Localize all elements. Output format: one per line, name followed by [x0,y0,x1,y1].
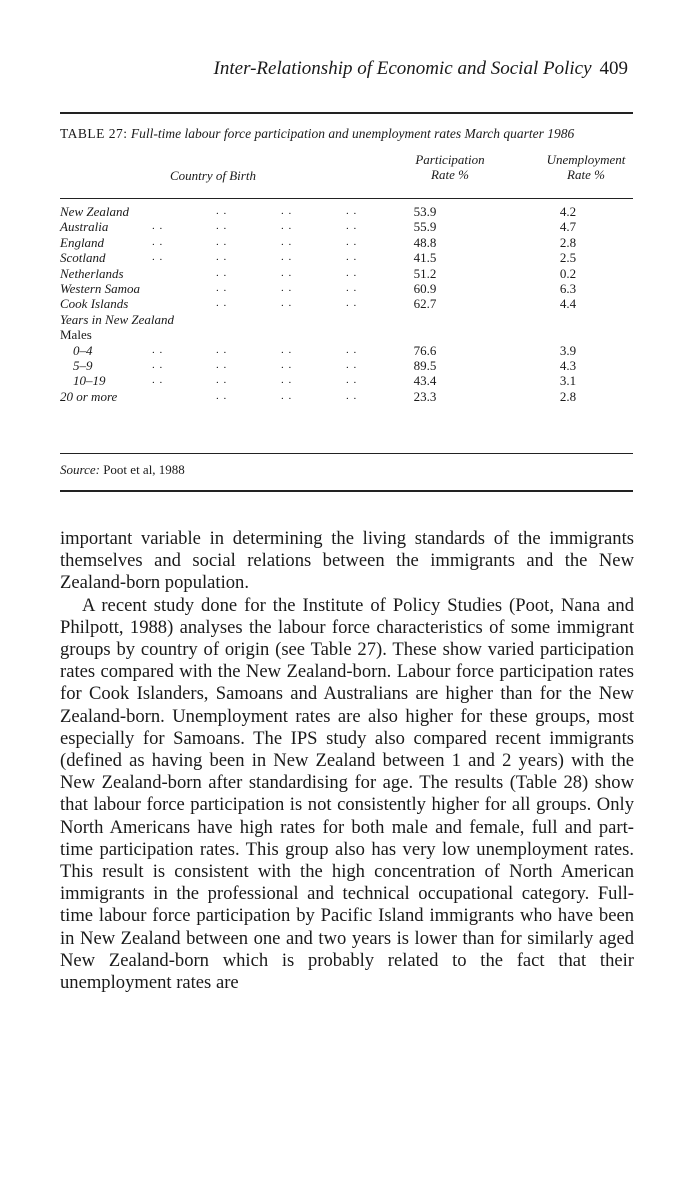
table-row: Netherlands . . . . . . 51.2 0.2 [60,265,577,281]
table-row: Males [60,327,92,343]
table-end-rule [60,490,633,492]
column-header-country: Country of Birth [170,168,256,183]
data-table [60,204,633,404]
table-top-rule [60,112,633,114]
body-text [60,528,634,994]
page-number: 409 [599,58,628,79]
source-text: Poot et al, 1988 [103,462,185,477]
column-header-participation: Participation Rate % [415,152,485,182]
table-row: Years in New Zealand [60,311,175,327]
column-header-unemployment: Unemployment Rate % [546,152,626,182]
table-row: Scotland . . . . . . . . 41.5 2.5 [60,250,577,266]
table-row: 5–9 . . . . . . . . 89.5 4.3 [73,357,577,373]
table-row: England . . . . . . . . 48.8 2.8 [60,234,577,250]
table-row: 0–4 . . . . . . . . 76.6 3.9 [73,342,577,358]
table-row: Western Samoa . . . . . . 60.9 6.3 [60,280,577,296]
table-header-rule [60,198,633,199]
table-row: 20 or more . . . . . . 23.3 2.8 [60,388,577,404]
paragraph: important variable in determining the living standards of the immigrants themselves and social relations between the immigrants and the New Zealand-born population. [60,528,634,594]
table-source [60,462,185,478]
table-row: 10–19 . . . . . . . . 43.4 3.1 [73,373,577,389]
table-label: TABLE 27: [60,126,128,141]
table-row: Cook Islands . . . . . . 62.7 4.4 [60,296,577,312]
table-bottom-rule [60,453,633,454]
running-header [0,58,628,80]
running-title: Inter-Relationship of Economic and Social Policy [213,58,592,79]
table-caption [60,126,640,142]
table-caption-text: Full-time labour force participation and unemployment rates March quarter 1986 [130,126,575,141]
table-row: Australia . . . . . . . . 55.9 4.7 [60,219,577,235]
source-label: Source: [60,462,100,477]
paragraph: A recent study done for the Institute of Policy Studies (Poot, Nana and Philpott, 1988) analyses the labour force characteristics of some immigrant groups by country of origin (see Table 27). These show varied participation rates compared with the New Zealand-born. Labour force participation rates for Cook Islanders, Samoans and Australians are higher than for the New Zealand-born. Unemployment rates are also higher for these groups, most especially for Samoans. The IPS study also compared recent immigrants (defined as having been in New Zealand between 1 and 2 years) with the New Zealand-born after standardising for age. The results (Table 28) show that labour force participation is not consistently higher for all groups. Only North Americans have high rates for both male and female, full and part-time participation rates. This group also has very low unemployment rates. This result is consistent with the high concentration of North American immigrants in the professional and technical occupational category. Full-time labour force participation by Pacific Island immigrants who have been in New Zealand between one and two years is lower than for similarly aged New Zealand-born which is probably related to the fact that their unemployment rates are [60,594,634,994]
table-row: New Zealand . . . . . . 53.9 4.2 [60,204,577,219]
